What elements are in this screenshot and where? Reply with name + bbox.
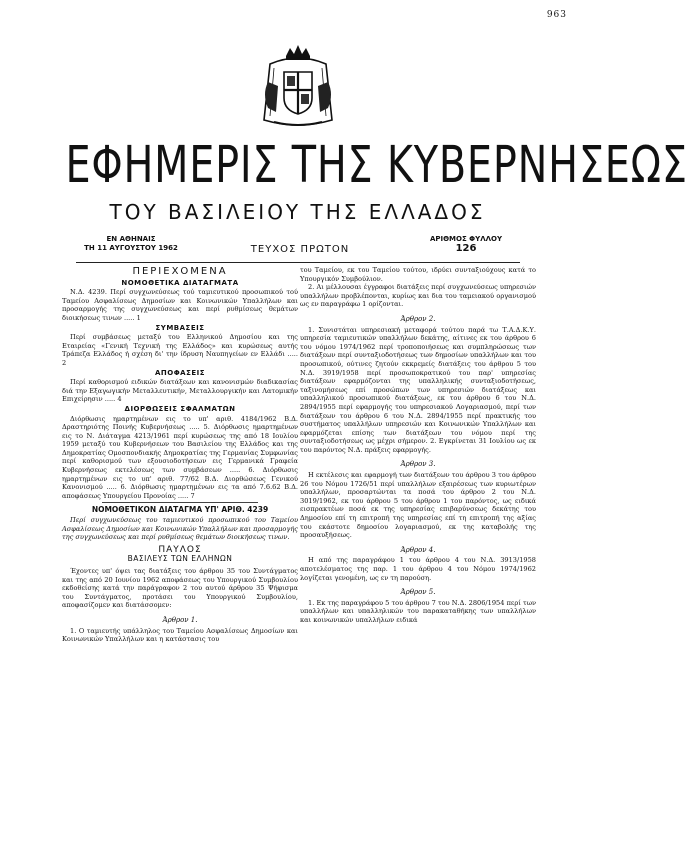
article-heading: Άρθρον 4. [400, 545, 436, 554]
article-heading: Άρθρον 5. [400, 588, 436, 597]
decree-heading: ΝΟΜΟΘΕΤΙΚΟΝ ΔΙΑΤΑΓΜΑ ΥΠ' ΑΡΙΘ. 4239 [91, 505, 269, 515]
sheet-info [412, 235, 520, 253]
left-column [62, 266, 298, 644]
article-text: Η εκτέλεσις και εφαρμογή των διατάξεων του άρθρου 3 του άρθρου 26 του Νόμου 1726/51 περί υπαλλήλων εξαιρέσεως των κυριωτέρων υπαλλήλων, προσαρτώνται τα ποσά του άρθρου 2 του Ν.Δ. 3019/1962, εκ του άρθρου 5 του άρθρου 1 του παρόντος, ως ειδικά εισπρακτέων ποσά εκ της υπηρεσίας επιβαρύνσεως δεκάτης του Δημοσίου επί τη επιτροπή της υπηρεσίας επί τη επιτροπή της αξίας του εκάστοτε δημοσίου λογαριασμού, εκ της καταβολής της προσαυξήσεως. [300, 471, 536, 540]
contents-heading: ΠΕΡΙΕΧΟΜΕΝΑ [132, 266, 228, 277]
section-heading: ΑΠΟΦΑΣΕΙΣ [154, 368, 206, 377]
article-heading: Άρθρον 1. [162, 615, 198, 624]
header-rule [76, 262, 520, 263]
issue-date: ΤΗ 11 ΑΥΓΟΥΣΤΟΥ 1962 [84, 244, 178, 252]
page-number: 963 [546, 10, 567, 20]
masthead-title: ΕΦΗΜΕΡΙΣ ΤΗΣ ΚΥΒΕΡΝΗΣΕΩΣ [65, 136, 688, 195]
sheet-number: 126 [455, 243, 477, 254]
article-heading: Άρθρον 2. [400, 314, 436, 323]
contents-entry: Περί συμβάσεως μεταξύ του Ελληνικού Δημοσίου και της Εταιρείας «Γενική Τεχνική της Ελλάδος» και κυρώσεως αυτής Τράπεζα Ελλάδος ή σχέση δι' την ίδρυση Ναυπηγείων εν Ελλάδι ..... 2 [62, 333, 298, 367]
king-name: ΠΑΥΛΟΣ [158, 544, 202, 555]
article-text: Η από της παραγράφου 1 του άρθρου 4 του Ν.Δ. 3913/1958 αποτελέσματος της παρ. 1 του άρθρου 4 του Νόμου 1974/1962 λογίζεται γενομένη, ως εν τη παρούση. [300, 556, 536, 582]
king-title: ΒΑΣΙΛΕΥΣ ΤΩΝ ΕΛΛΗΝΩΝ [127, 554, 233, 564]
royal-coat-of-arms-icon [256, 42, 340, 130]
article-text: 1. Εκ της παραγράφου 5 του άρθρου 7 του Ν.Δ. 2806/1954 περί των υπαλλήλων και υπαλληλικών του παρακαταθήκης των υπαλλήλων και κοινωνικών υπαλλήλων ειδικά [300, 598, 536, 624]
section-heading: ΣΥΜΒΑΣΕΙΣ [155, 323, 205, 332]
right-column [300, 266, 536, 625]
contents-entry: Περί καθορισμού ειδικών διατάξεων και κανονισμών διαδικασίας διά την Εξαγωγικήν Μεταλλευτικήν, Μεταλλουργικήν και Λατομικήν Επιχείρησιν ..... 4 [62, 378, 298, 404]
issue-place: ΕΝ ΑΘΗΝΑΙΣ [106, 235, 156, 243]
paragraph: 2. Αι μέλλουσαι έγγραφοι διατάξεις περί συγχωνεύσεως υπηρεσιών υπαλλήλων προβλέπονται, κυρίως και δια του ταμειακού οργανισμού ως εν παραγράφω 1 ορίζονται. [300, 283, 536, 309]
contents-entry: Ν.Δ. 4239. Περί συγχωνεύσεως τού ταμιευτικού προσωπικού τού Ταμείου Ασφαλίσεως Δημοσίων και Κοινωνικών Υπαλλήλων και προσαρμογής της συγχωνεύσεως και περί ρυθμίσεως θεμάτων διοικήσεως τινων ..... 1 [62, 288, 298, 322]
paragraph: του Ταμείου, εκ του Ταμείου τούτου, ιδρύει συνταξιούχους κατά το Υπουργικόν Συμβούλιον. [300, 266, 536, 283]
issue-type: ΤΕΥΧΟΣ ΠΡΩΤΟΝ [250, 244, 350, 255]
issue-place-date [76, 235, 186, 253]
section-heading: ΔΙΟΡΘΩΣΕΙΣ ΣΦΑΛΜΑΤΩΝ [124, 404, 236, 413]
contents-entry: Διόρθωσις ημαρτημένων εις το υπ' αριθ. 4184/1962 Β.Δ. Δραστηριότης Ποινής Κυβερνήσεως ..... 5. Διόρθωσις ημαρτημένων εις το Ν. Διάταγμα 4213/1961 περί κυρώσεως της από 18 Ιουλίου 1959 μεταξύ του Κυβερνήσεων του Βασιλείου της Ελλάδος και της Δημοκρατίας Ομοσπονδιακής Δημοκρατίας της Γερμανίας Συμφωνίας περί καθορισμού των εξουσιοδοτήσεων εις Γερμανικά Γραφεία Κυβερνήσεως εκτελέσεως των συμβάσεων ..... 6. Διόρθωσις ημαρτημένων εις το υπ' αριθ. 77/62 Β.Δ. Διορθώσεως Γενικού Κανονισμού ..... 6. Διόρθωσις ημαρτημένων εις τα από 7.6.62 Β.Δ. αποφάσεως Υπουργείου Πρoνοίας ..... 7 [62, 414, 298, 500]
masthead-subtitle: ΤΟΥ ΒΑΣΙΛΕΙΟΥ ΤΗΣ ΕΛΛΑΔΟΣ [109, 200, 486, 224]
article-heading: Άρθρον 3. [400, 460, 436, 469]
section-heading: ΝΟΜΟΘΕΤΙΚΑ ΔΙΑΤΑΓΜΑΤΑ [121, 278, 239, 287]
article-text: 1. Συνιστάται υπηρεσιακή μεταφορά τούτου παρά τω Τ.Α.Δ.Κ.Υ. υπηρεσία ταμιευτικών υπαλλήλων δεκάτης, αίτινες εκ του άρθρου 6 του νόμου 1974/1962 περί τροποποιήσεως και συμπληρώσεως των διατάξεων περί συνταξιοδοτήσεως των δημοσίων υπαλλήλων και του προσωπικού, ούτινες ζητούν εκκρεμείς διατάξεις του άρθρου 5 του Ν.Δ. 3919/1958 περί προσωποκρατικού του παρ' υπηρεσίας διατάξεων εφαρμόζονται της υπαλληλικής συνταξιοδοτήσεως, ταξινομήσεως επί προσώπων των υπηρεσιών διατάξεως και υπαλληλικού προσωπικού διατάξεως, εκ του άρθρου 6 του Ν.Δ. 2894/1955 περί εφαρμογής του υπηρεσιακού Λογαριασμού, περί των διατάξεων του άρθρου 6 του Ν.Δ. 2894/1955 περί πρακτικής του συστήματος υπαλλήλων υπηρεσιών και Κοινωνικών Υπαλλήλων και εφαρμόζεται επίσης των διατάξεων του νόμου περί της συνταξιοδοτήσεως ως μέχρι σήμερον. 2. Εγκρίνεται 31 Ιουλίου ως εκ του παρόντος Ν.Δ. πράξεις εφαρμογής. [300, 325, 536, 454]
sheet-label: ΑΡΙΘΜΟΣ ΦΥΛΛΟΥ [429, 235, 503, 243]
divider [102, 502, 258, 503]
preamble: Έχοντες υπ' όψει τας διατάξεις του άρθρου 35 του Συντάγματος και της από 20 Ιουνίου 1962 αποφάσεως του Υπουργικού Συμβουλίου εκδοθείσης κατά την παράγραφον 2 του αυτού άρθρου 35 Ψήφισμα του Συντάγματος, προτάσει του Υπουργικού Συμβουλίου, αποφασίζομεν και διατάσσομεν: [62, 567, 298, 610]
decree-description: Περί συγχωνεύσεως του ταμιευτικού προσωπικού του Ταμείου Ασφαλίσεως Δημοσίων και Κοινωνικών Υπαλλήλων και προσαρμογής της συγχωνεύσεως και περί ρυθμίσεως θεμάτων διοικήσεως τινων. [62, 516, 298, 542]
article-text: 1. Ο ταμιευτής υπάλληλος του Ταμείου Ασφαλίσεως Δημοσίων και Κοινωνικών Υπαλλήλων και η κατάστασις του [62, 626, 298, 644]
